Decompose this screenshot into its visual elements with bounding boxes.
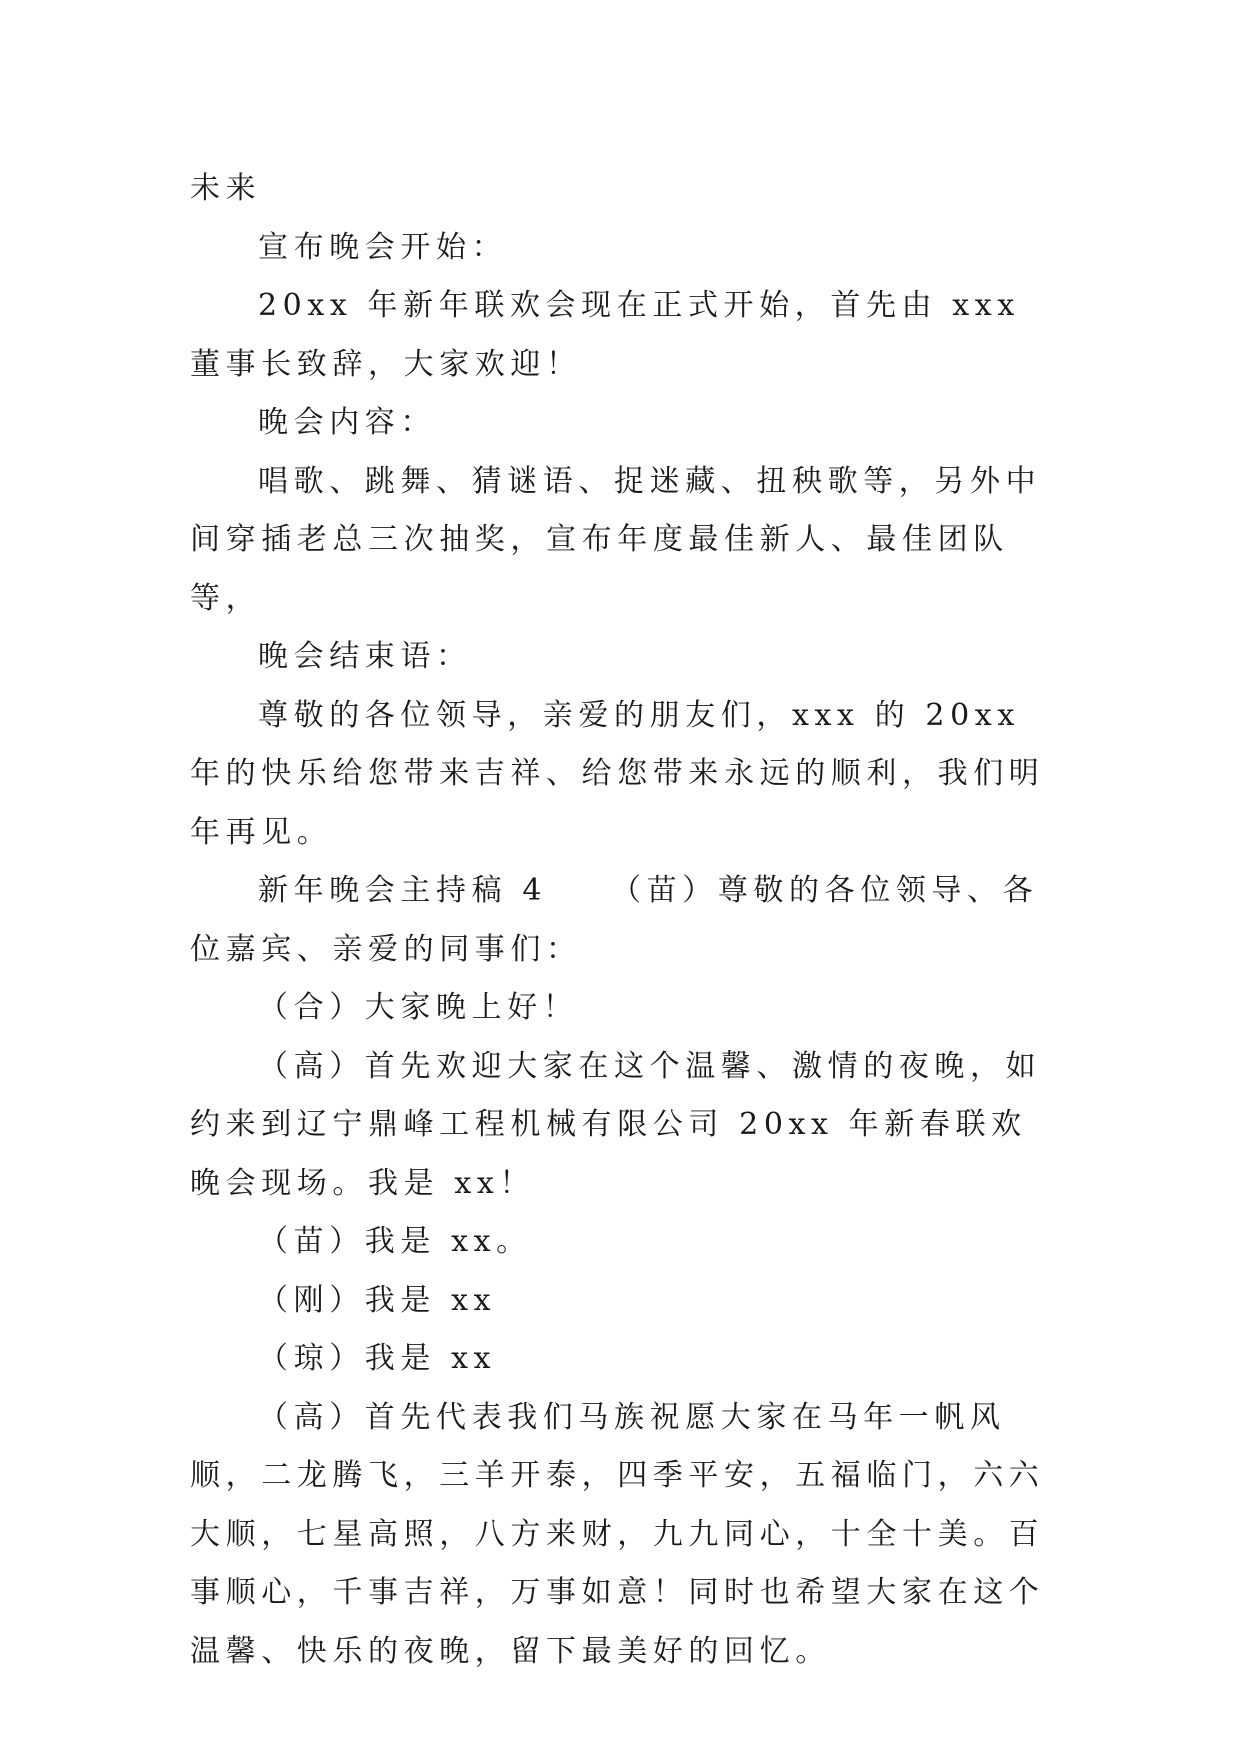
section-title: 新年晚会主持稿 4: [258, 873, 548, 908]
section-heading-paragraph: [190, 862, 1060, 979]
paragraph: （琼）我是 xx: [258, 1341, 497, 1376]
paragraph: （苗）我是 xx。: [258, 1224, 532, 1259]
paragraph: 20xx 年新年联欢会现在正式开始，首先由 xxx 董事长致辞，大家欢迎！: [190, 288, 1020, 382]
paragraph: 未来: [190, 171, 262, 206]
paragraph: （合）大家晚上好！: [258, 990, 579, 1025]
document-body: [190, 160, 1060, 1681]
paragraph: 尊敬的各位领导，亲爱的朋友们，xxx 的 20xx 年的快乐给您带来吉祥、给您带来永远的顺利，我们明年再见。: [190, 697, 1045, 850]
paragraph: （高）首先代表我们马族祝愿大家在马年一帆风顺，二龙腾飞，三羊开泰，四季平安，五福临门，六六大顺，七星高照，八方来财，九九同心，十全十美。百事顺心，千事吉祥，万事如意！同时也希望大家在这个温馨、快乐的夜晚，留下最美好的回忆。: [190, 1399, 1045, 1669]
paragraph: （高）首先欢迎大家在这个温馨、激情的夜晚，如约来到辽宁鼎峰工程机械有限公司 20xx 年新春联欢晚会现场。我是 xx！: [190, 1048, 1042, 1201]
section-opening-text: （苗）尊敬的各位领导、各位嘉宾、亲爱的同事们：: [190, 873, 1039, 967]
paragraph: （刚）我是 xx: [258, 1282, 497, 1318]
paragraph: 晚会结束语：: [258, 639, 472, 674]
paragraph: 唱歌、跳舞、猜谜语、捉迷藏、扭秧歌等，另外中间穿插老总三次抽奖，宣布年度最佳新人、最佳团队等，: [190, 463, 1042, 616]
paragraph: 宣布晚会开始：: [258, 229, 508, 265]
paragraph: 晚会内容：: [258, 405, 436, 440]
